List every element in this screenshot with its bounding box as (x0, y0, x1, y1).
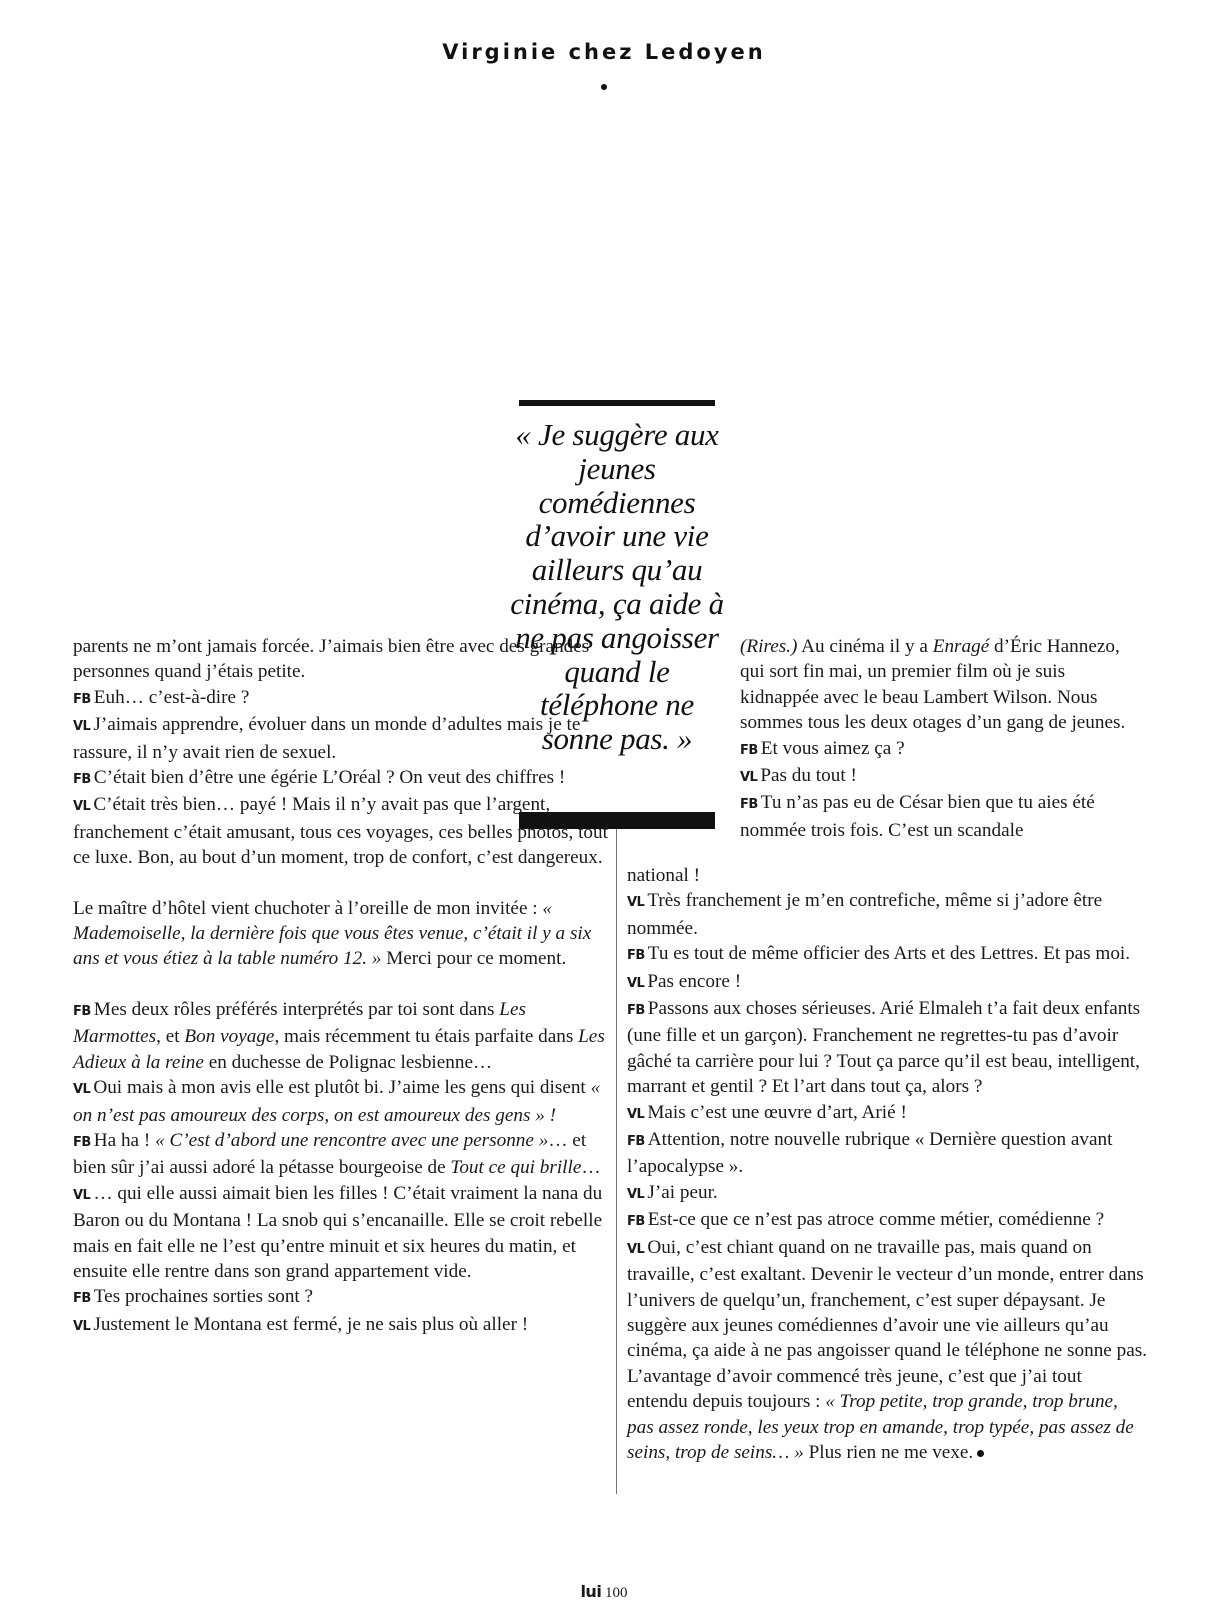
answer-text: Pas encore ! (647, 970, 742, 992)
question (740, 790, 1140, 843)
question-text: Est-ce que ce n’est pas atroce comme métier, comédienne ? (647, 1209, 1105, 1231)
answer-text: Justement le Montana est fermé, je ne sais plus où aller ! (93, 1313, 529, 1335)
header-dot (601, 84, 607, 90)
question-text: C’était bien d’être une égérie L’Oréal ? On veut des chiffres ! (93, 767, 566, 789)
right-column-top (740, 634, 1140, 843)
narrative-text: Merci pour ce moment. (381, 948, 567, 970)
speaker-fb: FB (73, 1003, 91, 1019)
question-text: … et bien sûr j’ai aussi adoré la pétasse bourgeoise de (73, 1129, 587, 1179)
question-text: , et (156, 1026, 185, 1048)
answer-text: Oui mais à mon avis elle est plutôt bi. J’aime les gens qui disent (93, 1077, 591, 1099)
question-text: … (581, 1157, 601, 1179)
question-text: Et vous aimez ça ? (760, 737, 905, 759)
film-title: Les Marmottes (73, 998, 526, 1048)
question (73, 1128, 608, 1181)
page-number: 100 (605, 1585, 628, 1601)
question-text: , mais récemment tu étais parfaite dans (274, 1026, 579, 1048)
answer-text: Mais c’est une œuvre d’art, Arié ! (647, 1101, 907, 1123)
narrative-quote: « Mademoiselle, la dernière fois que vous êtes venue, c’était il y a six ans et vous étiez à la table numéro 12. » (73, 897, 592, 970)
speaker-fb: FB (627, 1214, 645, 1230)
question-text: Euh… c’est-à-dire ? (93, 686, 250, 708)
answer-text: Oui, c’est chiant quand on ne travaille pas, mais quand on travaille, c’est exaltant. Devenir le vecteur d’un monde, entrer dans l’univers de quelqu’un, franchement, c’est super dépaysant. Je suggère aux jeunes comédiennes d’avoir une vie ailleurs qu’au cinéma, ça aide à ne pas angoisser quand le téléphone ne sonne pas. L’avantage d’avoir commencé très jeune, c’est que j’ai tout entendu depuis toujours : (627, 1236, 1147, 1413)
answer-text: J’ai peur. (647, 1181, 718, 1203)
answer-text: Très franchement je m’en contrefiche, même si j’adore être nommée. (627, 890, 1103, 939)
speaker-vl: VL (627, 1106, 645, 1122)
question (627, 996, 1147, 1100)
answer-text: d’Éric Hannezo, qui sort fin mai, un premier film où je suis kidnappée avec le beau Lambert Wilson. Nous sommes tous les deux otages d’un gang de jeunes. (740, 636, 1126, 734)
answer (73, 1312, 608, 1339)
speaker-fb: FB (627, 1003, 645, 1019)
page-footer (0, 1582, 1208, 1602)
question-text: Mes deux rôles préférés interprétés par toi sont dans (93, 998, 500, 1020)
question (627, 1127, 1147, 1180)
speaker-vl: VL (73, 1318, 91, 1334)
speaker-fb: FB (73, 691, 91, 707)
answer (73, 712, 608, 765)
answer-text: C’était très bien… payé ! Mais il n’y avait pas que l’argent, franchement c’était amusant, tous ces voyages, ces belles photos, tout ce luxe. Bon, au bout d’un moment, trop de confort, c’est dangereux. (73, 794, 608, 869)
answer (627, 969, 1147, 996)
answer-continued (740, 634, 1140, 736)
stage-direction: (Rires.) (740, 636, 798, 657)
question-text: Tes prochaines sorties sont ? (93, 1286, 314, 1308)
speaker-vl: VL (73, 1187, 91, 1203)
speaker-fb: FB (627, 1134, 645, 1150)
answer (627, 1235, 1147, 1466)
answer (627, 1180, 1147, 1207)
speaker-fb: FB (73, 1134, 91, 1150)
answer-text: J’aimais apprendre, évoluer dans un monde d’adultes mais je te rassure, il n’y avait rien de sexuel. (73, 714, 581, 763)
question-text: Tu es tout de même officier des Arts et des Lettres. Et pas moi. (647, 943, 1131, 965)
narrative-paragraph (73, 896, 608, 972)
question-text: Passons aux choses sérieuses. Arié Elmaleh t’a fait deux enfants (une fille et un garçon). Franchement ne regrettes-tu pas d’avoir gâché ta carrière pour lui ? Tout ça parce qu’il est beau, intelligent, marrant et gentil ? Et l’art dans tout ça, alors ? (627, 998, 1141, 1098)
answer-text: Pas du tout ! (760, 765, 857, 787)
speaker-vl: VL (627, 1186, 645, 1202)
question (740, 736, 1140, 763)
magazine-logo: lui (580, 1582, 602, 1601)
question-text: en duchesse de Polignac lesbienne… (203, 1051, 493, 1073)
answer (73, 1075, 608, 1128)
question-continued: national ! (627, 865, 700, 886)
paragraph: parents ne m’ont jamais forcée. J’aimais bien être avec des grandes personnes quand j’étais petite. (73, 636, 590, 683)
speaker-vl: VL (73, 799, 91, 815)
film-title: Bon voyage (184, 1026, 275, 1048)
answer-text: … qui elle aussi aimait bien les filles ! C’était vraiment la nana du Baron ou du Montana ! La snob qui s’encanaille. Elle se croit rebelle mais en fait elle ne l’est qu’entre minuit et six heures du matin, et ensuite elle rentre dans son grand appartement vide. (73, 1182, 603, 1282)
speaker-vl: VL (73, 1082, 91, 1098)
speaker-fb: FB (740, 797, 758, 813)
narrative-text: Le maître d’hôtel vient chuchoter à l’oreille de mon invitée : (73, 897, 543, 919)
pull-quote-top-rule (519, 400, 715, 406)
speaker-fb: FB (73, 1291, 91, 1307)
answer-text: Au cinéma il y a (797, 636, 933, 657)
left-column (73, 634, 608, 1339)
answer (627, 888, 1147, 941)
question (627, 941, 1147, 968)
speaker-vl: VL (740, 770, 758, 786)
question (73, 765, 608, 792)
speaker-fb: FB (740, 742, 758, 758)
answer (627, 1100, 1147, 1127)
answer-text: Plus rien ne me vexe. (803, 1441, 974, 1463)
speaker-vl: VL (627, 895, 645, 911)
answer (740, 763, 1140, 790)
end-of-article-dot (977, 1450, 984, 1457)
film-title: Enragé (932, 636, 990, 657)
film-title: Les Adieux à la reine (73, 1026, 605, 1073)
answer-quote: « on n’est pas amoureux des corps, on est amoureux des gens » ! (73, 1077, 601, 1126)
question-text: Ha ha ! (93, 1129, 156, 1151)
question-quote: « C’est d’abord une rencontre avec une personne » (155, 1129, 549, 1151)
question-text: Tu n’as pas eu de César bien que tu aies été nommée trois fois. C’est un scandale (740, 792, 1095, 841)
speaker-vl: VL (73, 719, 91, 735)
speaker-vl: VL (627, 1241, 645, 1257)
answer (73, 792, 608, 870)
right-column-bottom (627, 863, 1147, 1465)
column-divider (616, 829, 617, 1494)
question (73, 997, 608, 1075)
question-text: Attention, notre nouvelle rubrique « Dernière question avant l’apocalypse ». (627, 1129, 1113, 1178)
speaker-fb: FB (627, 948, 645, 964)
answer-quote: « Trop petite, trop grande, trop brune, pas assez ronde, les yeux trop en amande, trop typée, pas assez de seins, trop de seins… » (627, 1391, 1134, 1463)
pull-quote: « Je suggère aux jeunes comédiennes d’avoir une vie ailleurs qu’au cinéma, ça aide à ne pas angoisser quand le téléphone ne sonne pas. » (510, 417, 724, 757)
speaker-vl: VL (627, 975, 645, 991)
answer (73, 1181, 608, 1285)
speaker-fb: FB (73, 772, 91, 788)
question (627, 1207, 1147, 1234)
page-header-title: Virginie chez Ledoyen (442, 40, 766, 64)
film-title: Tout ce qui brille (450, 1157, 582, 1179)
question (73, 685, 608, 712)
question (73, 1284, 608, 1311)
